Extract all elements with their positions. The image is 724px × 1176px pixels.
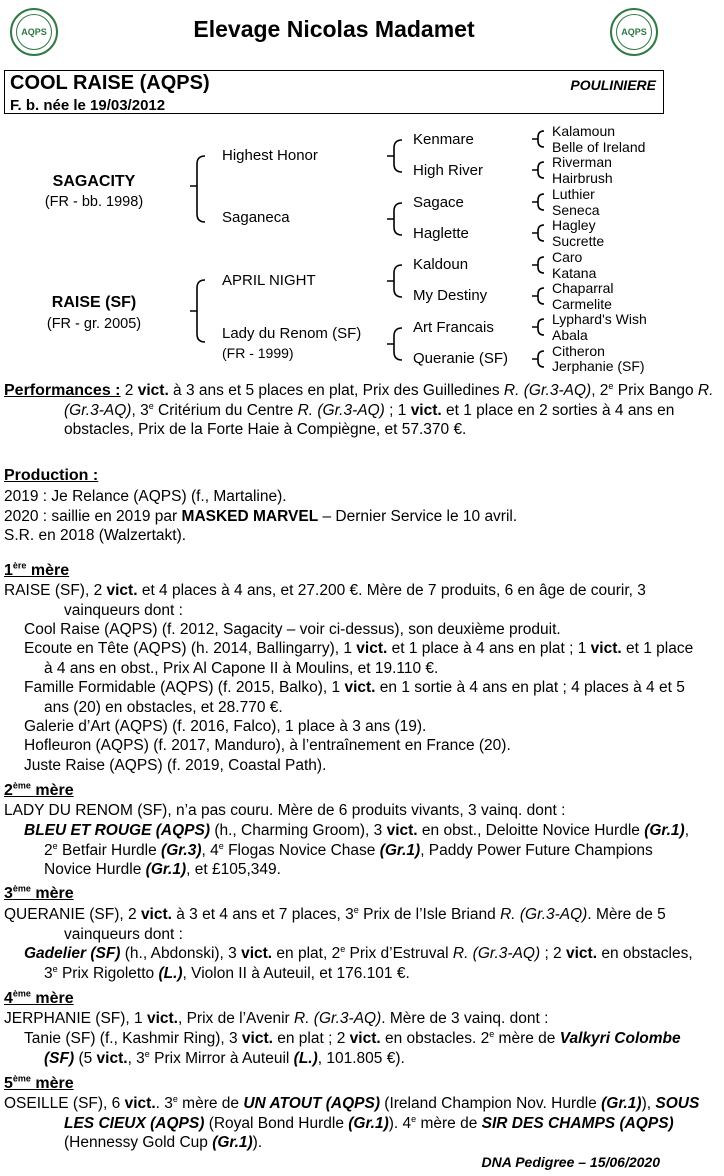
granddam-maternal-info: (FR - 1999) <box>222 345 294 361</box>
gen4-item: Lyphard's Wish <box>552 311 647 327</box>
m1-produce: Famille Formidable (AQPS) (f. 2015, Balko), 1 vict. en 1 sortie à 4 ans en plat ; 4 places à 4 et 5 ans (20) en obstacles, et 28.770 €. <box>24 679 685 716</box>
m2-paragraph: LADY DU RENOM (SF), n’a pas couru. Mère de 6 produits vivants, 3 vainq. dont : <box>4 802 566 819</box>
horse-name: COOL RAISE (AQPS) <box>10 72 210 94</box>
page-title: Elevage Nicolas Madamet <box>193 16 475 42</box>
production-heading: Production : <box>4 467 99 484</box>
m3-heading: 3ème mère <box>4 883 74 902</box>
gen4-item: Hairbrush <box>552 170 613 186</box>
gen4-item: Riverman <box>552 154 612 170</box>
gen4-item: Kalamoun <box>552 123 616 139</box>
dam-name: RAISE (SF) <box>51 294 137 311</box>
grandsire-paternal: Highest Honor <box>222 147 318 164</box>
gen4-item: Luthier <box>552 186 595 202</box>
m3-produce: Gadelier (SF) (h., Abdonski), 3 vict. en plat, 2e Prix d’Estruval R. (Gr.3-AQ) ; 2 vict. en obstacles, 3e Prix Rigoletto (L.), Violon II à Auteuil, et 176.101 €. <box>24 943 693 982</box>
horse-description: F. b. née le 19/03/2012 <box>10 97 166 114</box>
grandsire-maternal: APRIL NIGHT <box>222 272 316 289</box>
granddam-paternal: Saganeca <box>222 209 290 226</box>
m4-produce: Tanie (SF) (f., Kashmir Ring), 3 vict. en plat ; 2 vict. en obstacles. 2e mère de Valkyri Colombe (SF) (5 vict., 3e Prix Mirror à Auteuil (L.), 101.805 €). <box>24 1028 681 1067</box>
m1-produce: Ecoute en Tête (AQPS) (h. 2014, Ballingarry), 1 vict. et 1 place à 4 ans en plat ; 1 vict. et 1 place à 4 ans en obst., Prix Al Capone II à Moulins, et 19.110 €. <box>24 640 694 677</box>
m1-produce: Hofleuron (AQPS) (f. 2017, Manduro), à l’entraînement en France (20). <box>24 737 511 754</box>
gen3-item: Sagace <box>413 194 464 211</box>
gen4-item: Carmelite <box>552 296 612 312</box>
sire-name: SAGACITY <box>52 173 136 190</box>
gen3-item: Kaldoun <box>413 256 469 273</box>
sire-info: (FR - bb. 1998) <box>44 194 144 210</box>
performances-paragraph: Performances : 2 vict. à 3 ans et 5 places en plat, Prix des Guilledines R. (Gr.3-AQ), 2e Prix Bango R. (Gr.3-AQ), 3e Critérium du Centre R. (Gr.3-AQ) ; 1 vict. et 1 place en 2 sorties à 4 ans en obstacles, Prix de la Forte Haie à Compiègne, et 57.370 €. <box>4 380 714 438</box>
aqps-logo-right: AQPS <box>610 8 658 56</box>
footer-source: DNA Pedigree – 15/06/2020 <box>481 1154 660 1170</box>
gen4-item: Hagley <box>552 217 596 233</box>
horse-type: POULINIERE <box>570 77 656 93</box>
gen3-item: Queranie (SF) <box>413 350 509 367</box>
m5-heading: 5ème mère <box>4 1073 74 1092</box>
m4-heading: 4ème mère <box>4 988 74 1007</box>
m1-produce: Juste Raise (AQPS) (f. 2019, Coastal Path). <box>24 757 327 774</box>
production-line: 2020 : saillie en 2019 par MASKED MARVEL – Dernier Service le 10 avril. <box>4 508 518 525</box>
gen3-item: Kenmare <box>413 131 474 148</box>
aqps-logo-left: AQPS <box>10 8 58 56</box>
m5-paragraph: OSEILLE (SF), 6 vict.. 3e mère de UN ATOUT (AQPS) (Ireland Champion Nov. Hurdle (Gr.1)), SOUS LES CIEUX (AQPS) (Royal Bond Hurdle (Gr.1)). 4e mère de SIR DES CHAMPS (AQPS) (Hennessy Gold Cup (Gr.1)). <box>4 1093 700 1151</box>
gen4-item: Sucrette <box>552 233 605 249</box>
gen4-item: Belle of Ireland <box>552 139 646 155</box>
performances-heading: Performances : <box>4 382 121 399</box>
gen3-item: My Destiny <box>413 287 488 304</box>
m1-paragraph: RAISE (SF), 2 vict. et 4 places à 4 ans, et 27.200 €. Mère de 7 produits, 6 en âge de courir, 3 vainqueurs dont : <box>4 582 646 619</box>
gen4-item: Chaparral <box>552 280 614 296</box>
gen4-item: Jerphanie (SF) <box>552 358 645 374</box>
m4-paragraph: JERPHANIE (SF), 1 vict., Prix de l’Avenir R. (Gr.3-AQ). Mère de 3 vainq. dont : <box>4 1010 549 1027</box>
production-line: S.R. en 2018 (Walzertakt). <box>4 527 187 544</box>
granddam-maternal: Lady du Renom (SF) <box>222 325 362 342</box>
m1-produce: Cool Raise (AQPS) (f. 2012, Sagacity – voir ci-dessus), son deuxième produit. <box>24 621 561 638</box>
production-line: 2019 : Je Relance (AQPS) (f., Martaline). <box>4 488 287 505</box>
m2-produce: BLEU ET ROUGE (AQPS) (h., Charming Groom), 3 vict. en obst., Deloitte Novice Hurdle (Gr.1), 2e Betfair Hurdle (Gr.3), 4e Flogas Novice Chase (Gr.1), Paddy Power Future Champions Novice Hurdle (Gr.1), et £105,349. <box>24 822 689 878</box>
gen4-item: Katana <box>552 265 597 281</box>
gen4-item: Abala <box>552 327 588 343</box>
m2-heading: 2ème mère <box>4 780 74 799</box>
m3-paragraph: QUERANIE (SF), 2 vict. à 3 et 4 ans et 7 places, 3e Prix de l’Isle Briand R. (Gr.3-AQ). Mère de 5 vainqueurs dont : <box>4 904 666 943</box>
dam-info: (FR - gr. 2005) <box>46 316 142 332</box>
gen4-item: Seneca <box>552 202 600 218</box>
gen4-item: Citheron <box>552 343 605 359</box>
gen3-item: High River <box>413 162 484 179</box>
gen3-item: Haglette <box>413 225 469 242</box>
m1-heading: 1ère mère <box>4 560 70 579</box>
gen4-item: Caro <box>552 249 583 265</box>
m1-produce: Galerie d’Art (AQPS) (f. 2016, Falco), 1 place à 3 ans (19). <box>24 718 427 735</box>
gen3-item: Art Francais <box>413 319 494 336</box>
